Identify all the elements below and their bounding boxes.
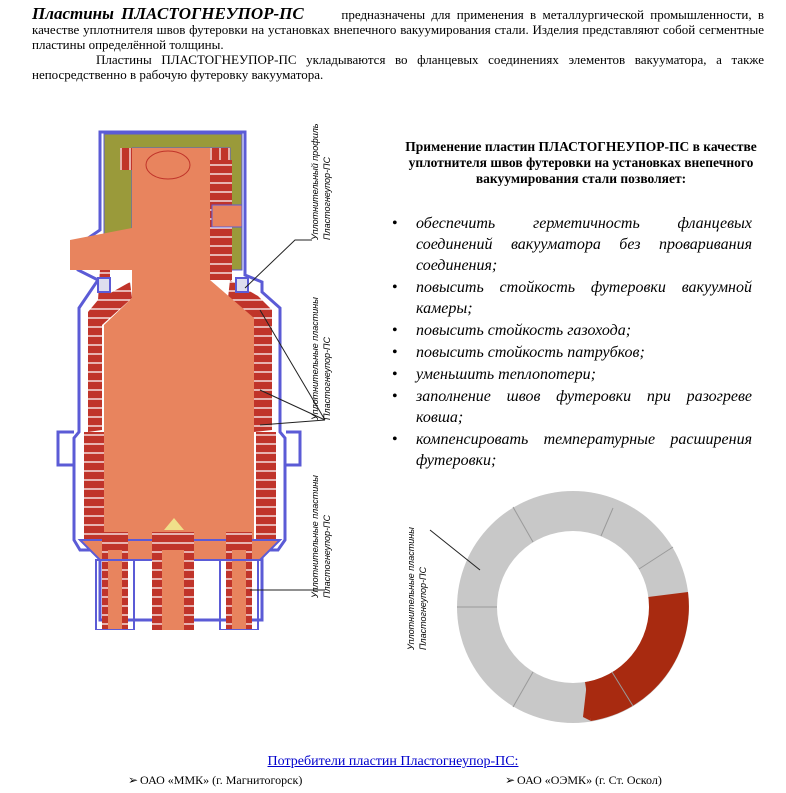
diagram-label-2b: Пластогнеупор-ПС: [322, 336, 332, 420]
snorkel-right-core: [232, 550, 246, 630]
ring-segments: [457, 491, 689, 723]
bullet: •: [392, 431, 398, 448]
ring-label-b: Пластогнеупор-ПС: [418, 566, 428, 650]
flange-left-upper: [98, 278, 110, 292]
application-title: Применение пластин ПЛАСТОГНЕУПОР-ПС в качестве уплотнителя швов футеровки на установках внепечного вакуумирования стали позволяет:: [405, 139, 757, 186]
list-item: • компенсировать температурные расширения футеровки;: [392, 431, 752, 469]
intro-lead: Пластины ПЛАСТОГНЕУПОР-ПС: [32, 4, 304, 23]
ring-label-a: Уплотнительные пластины: [406, 527, 416, 650]
diagram-label-2a: Уплотнительные пластины: [310, 297, 320, 420]
bullet: •: [392, 366, 398, 383]
ring-diagram: [400, 470, 700, 745]
intro-paragraph-2: Пластины ПЛАСТОГНЕУПОР-ПС укладываются во фланцевых соединениях элементов вакууматора, а также непосредственно в рабочую футеровку вакууматора.: [32, 52, 764, 82]
benefits-list: [388, 213, 752, 472]
flange-right-mid: [286, 432, 300, 465]
side-port: [212, 205, 242, 227]
intro-p1: предназначены для применения в металлургической промышленности, в качестве уплотнителя швов футеровки на установках внепечного вакуумирования стали. Изделия представляют собой сегментные пластины определённой толщины.: [32, 7, 764, 52]
intro-paragraph-1: [32, 6, 764, 52]
bullet: •: [392, 388, 398, 405]
list-item: • повысить стойкость футеровки вакуумной камеры;: [392, 279, 752, 317]
intro-text: [32, 6, 764, 82]
leader-line-1: [245, 240, 312, 288]
list-item: • обеспечить герметичность фланцевых соединений вакууматора без проваривания соединения;: [392, 215, 752, 274]
diagram-label-1b: Пластогнеупор-ПС: [322, 156, 332, 240]
list-item: ➢ ОАО «ММК» (г. Магнитогорск): [128, 773, 303, 787]
bullet: •: [392, 215, 398, 232]
arrow-bullet-icon: ➢: [505, 773, 516, 787]
top-opening: [146, 151, 190, 179]
flange-right-upper: [236, 278, 248, 292]
brick-lining-right-lower: [256, 432, 276, 542]
bullet: •: [392, 322, 398, 339]
diagram-label-3a: Уплотнительные пластины: [310, 475, 320, 598]
snorkel-left-core: [108, 550, 122, 630]
bullet: •: [392, 344, 398, 361]
bullet: •: [392, 279, 398, 296]
consumers-link[interactable]: Потребители пластин Пластогнеупор-ПС:: [267, 754, 519, 769]
consumers-heading: [0, 752, 786, 770]
vacuum-chamber-diagram: [40, 120, 370, 630]
arrow-bullet-icon: ➢: [128, 773, 139, 787]
ring-hole: [497, 531, 649, 683]
list-item: • повысить стойкость газохода;: [392, 322, 632, 339]
list-item: ➢ ОАО «ОЭМК» (г. Ст. Оскол): [505, 773, 662, 787]
brick-lining-left-lower: [84, 432, 104, 542]
snorkel-center-core: [162, 550, 184, 630]
list-item: • уменьшить теплопотери;: [392, 366, 596, 383]
diagram-label-3b: Пластогнеупор-ПС: [322, 514, 332, 598]
list-item: • повысить стойкость патрубков;: [392, 344, 645, 361]
flange-left-mid: [58, 432, 74, 465]
list-item: • заполнение швов футеровки при разогреве ковша;: [392, 388, 752, 426]
diagram-label-1a: Уплотнительный профиль: [310, 123, 320, 240]
